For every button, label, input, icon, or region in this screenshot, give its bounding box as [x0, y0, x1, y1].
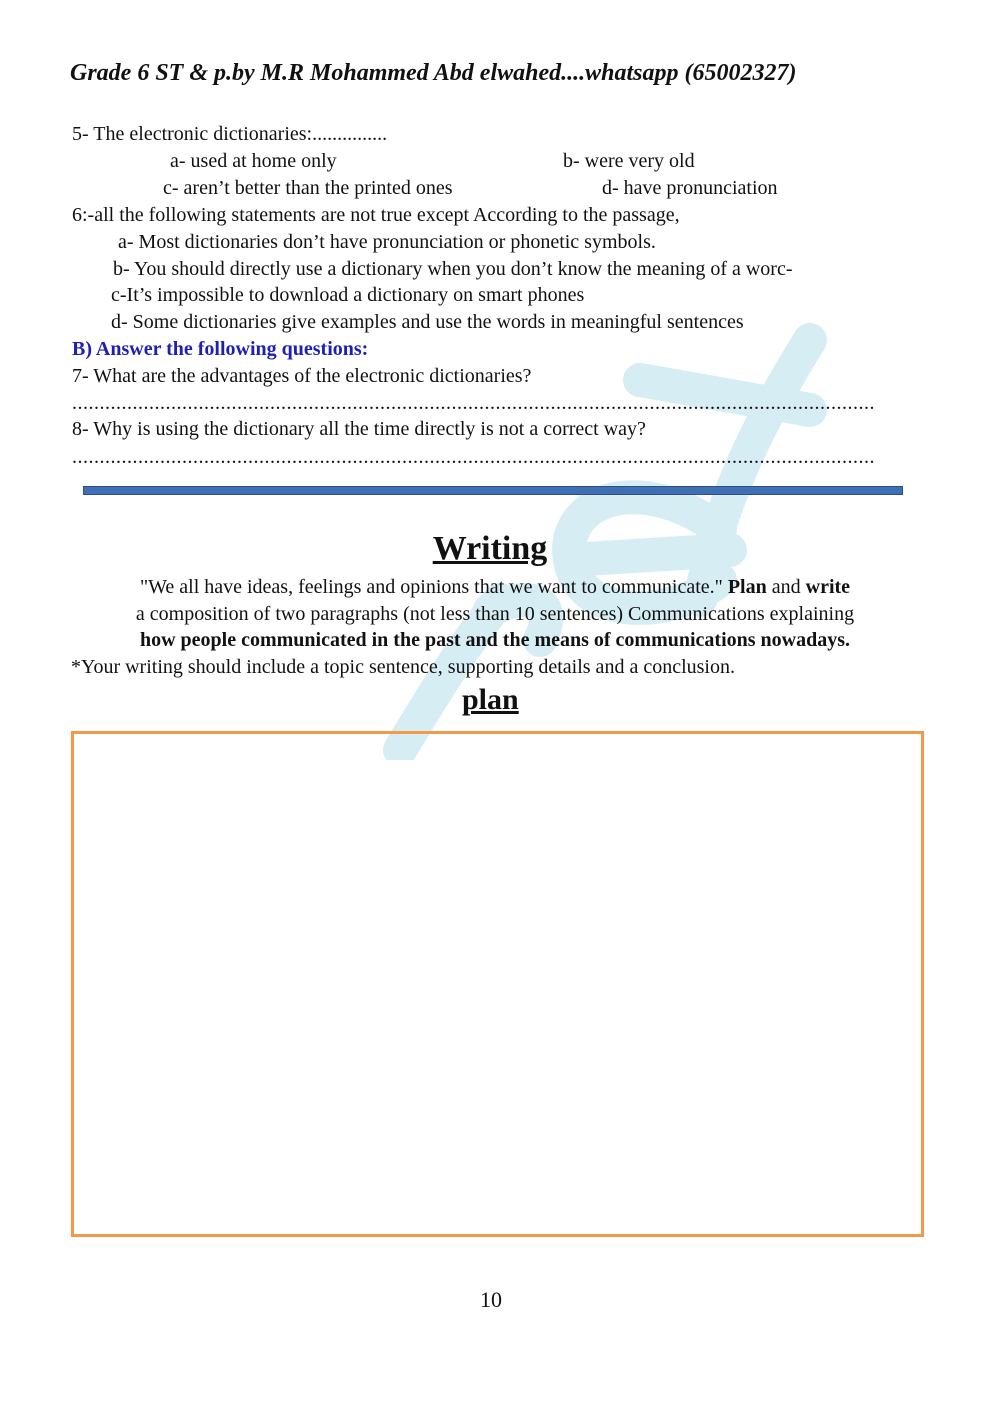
- plan-writing-box[interactable]: [71, 731, 924, 1237]
- question-6-option-a: a- Most dictionaries don’t have pronunciation or phonetic symbols.: [118, 231, 656, 253]
- plan-word: Plan: [727, 576, 767, 598]
- writing-prompt-line-2: a composition of two paragraphs (not less than 10 sentences) Communications explaining: [135, 603, 855, 625]
- question-6-option-c: c-It’s impossible to download a dictionary on smart phones: [111, 284, 585, 306]
- writing-prompt-line-1: [70, 574, 920, 601]
- writing-prompt-line-3: how people communicated in the past and the means of communications nowadays.: [139, 629, 851, 651]
- answer-line-8[interactable]: ..................................................................................................................................................: [72, 446, 875, 468]
- writing-title: Writing: [432, 530, 548, 567]
- page-header: Grade 6 ST & p.by M.R Mohammed Abd elwahed....whatsapp (65002327): [70, 60, 797, 86]
- section-b-heading: B) Answer the following questions:: [72, 338, 369, 360]
- question-5-option-c: c- aren’t better than the printed ones: [163, 177, 453, 199]
- question-8: 8- Why is using the dictionary all the time directly is not a correct way?: [72, 418, 646, 440]
- question-5-option-a: a- used at home only: [170, 150, 337, 172]
- write-word: write: [805, 576, 851, 598]
- section-divider: [83, 486, 903, 495]
- question-7: 7- What are the advantages of the electronic dictionaries?: [72, 365, 532, 387]
- question-6-stem: 6:-all the following statements are not true except According to the passage,: [72, 204, 680, 226]
- question-6-option-d: d- Some dictionaries give examples and use the words in meaningful sentences: [111, 311, 744, 333]
- question-5-option-b: b- were very old: [563, 150, 695, 172]
- page-number: 10: [480, 1287, 502, 1312]
- answer-line-7[interactable]: ..................................................................................................................................................: [72, 392, 875, 414]
- plan-heading: plan: [462, 683, 519, 716]
- writing-quote: "We all have ideas, feelings and opinions that we want to communicate.": [139, 576, 723, 598]
- question-6-option-b: b- You should directly use a dictionary when you don’t know the meaning of a worc-: [113, 258, 793, 280]
- question-5-stem: 5- The electronic dictionaries:...............: [72, 123, 388, 145]
- question-5-option-d: d- have pronunciation: [602, 177, 778, 199]
- writing-prompt-line-4: *Your writing should include a topic sentence, supporting details and a conclusion.: [71, 656, 735, 678]
- and-word: and: [771, 576, 801, 598]
